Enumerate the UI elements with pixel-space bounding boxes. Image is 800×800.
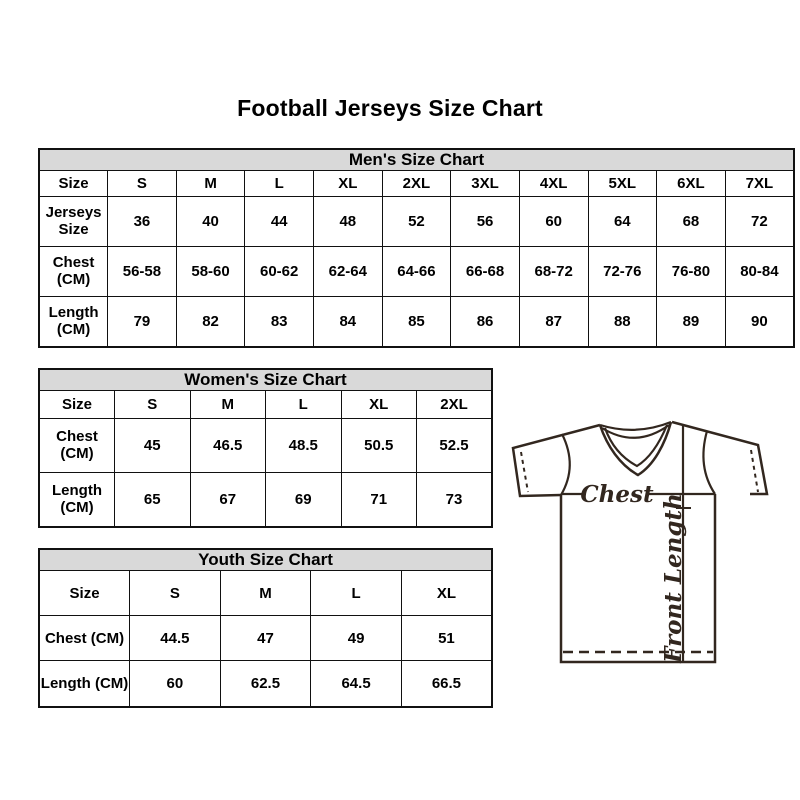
- table-row: [39, 196, 794, 246]
- cell-value: 4XL: [519, 171, 588, 197]
- cell-value: 68-72: [519, 246, 588, 296]
- table-row: [39, 418, 492, 472]
- cell-value: 89: [657, 296, 726, 347]
- cell-value: 87: [519, 296, 588, 347]
- cell-value: 71: [341, 472, 417, 527]
- womens-size-table: [38, 368, 493, 528]
- cell-value: 36: [108, 196, 177, 246]
- front-length-label: Front Length: [660, 493, 687, 663]
- row-label: Length (CM): [39, 472, 115, 527]
- cell-value: 64-66: [382, 246, 451, 296]
- cell-value: S: [108, 171, 177, 197]
- cell-value: 49: [311, 616, 402, 661]
- cell-value: 66-68: [451, 246, 520, 296]
- row-label: Size: [39, 171, 108, 197]
- cell-value: 62-64: [314, 246, 383, 296]
- cell-value: 46.5: [190, 418, 266, 472]
- cell-value: 48: [314, 196, 383, 246]
- youth-size-table-grid: [38, 548, 493, 708]
- cell-value: 2XL: [382, 171, 451, 197]
- youth-size-table: [38, 548, 493, 708]
- cell-value: XL: [341, 391, 417, 419]
- cell-value: 58-60: [176, 246, 245, 296]
- cell-value: S: [115, 391, 191, 419]
- cell-value: 80-84: [725, 246, 794, 296]
- row-label: Size: [39, 571, 130, 616]
- cell-value: 83: [245, 296, 314, 347]
- cell-value: XL: [401, 571, 492, 616]
- table-row: [39, 171, 794, 197]
- table-row: [39, 246, 794, 296]
- cell-value: 73: [417, 472, 493, 527]
- cell-value: 79: [108, 296, 177, 347]
- cell-value: 3XL: [451, 171, 520, 197]
- table-row: [39, 296, 794, 347]
- cell-value: 48.5: [266, 418, 342, 472]
- cell-value: 6XL: [657, 171, 726, 197]
- cell-value: 40: [176, 196, 245, 246]
- cell-value: L: [245, 171, 314, 197]
- table-header-row: [39, 549, 492, 571]
- jersey-body: [561, 494, 715, 662]
- cell-value: 56: [451, 196, 520, 246]
- cell-value: 76-80: [657, 246, 726, 296]
- cell-value: 64: [588, 196, 657, 246]
- cell-value: 52.5: [417, 418, 493, 472]
- row-label: Jerseys Size: [39, 196, 108, 246]
- cell-value: 85: [382, 296, 451, 347]
- cell-value: 60: [130, 661, 221, 707]
- cell-value: 45: [115, 418, 191, 472]
- youth-table-title: Youth Size Chart: [39, 549, 492, 571]
- row-label: Chest (CM): [39, 418, 115, 472]
- table-row: [39, 661, 492, 707]
- jersey-right-armpit-seam: [703, 431, 715, 494]
- mens-table-title: Men's Size Chart: [39, 149, 794, 171]
- womens-size-table-grid: [38, 368, 493, 528]
- jersey-left-cuff-stitch: [521, 452, 528, 492]
- cell-value: M: [220, 571, 311, 616]
- cell-value: 51: [401, 616, 492, 661]
- row-label: Chest (CM): [39, 246, 108, 296]
- cell-value: 52: [382, 196, 451, 246]
- cell-value: 60: [519, 196, 588, 246]
- cell-value: 67: [190, 472, 266, 527]
- mens-size-table: [38, 148, 795, 348]
- row-label: Size: [39, 391, 115, 419]
- cell-value: 2XL: [417, 391, 493, 419]
- jersey-outline: [513, 422, 767, 662]
- cell-value: 82: [176, 296, 245, 347]
- cell-value: 64.5: [311, 661, 402, 707]
- table-header-row: [39, 369, 492, 391]
- row-label: Length (CM): [39, 296, 108, 347]
- table-row: [39, 571, 492, 616]
- table-row: [39, 472, 492, 527]
- cell-value: 72-76: [588, 246, 657, 296]
- jersey-right-cuff-stitch: [751, 450, 758, 492]
- cell-value: 88: [588, 296, 657, 347]
- table-row: [39, 391, 492, 419]
- cell-value: M: [190, 391, 266, 419]
- womens-table-title: Women's Size Chart: [39, 369, 492, 391]
- mens-size-table-grid: [38, 148, 795, 348]
- cell-value: 50.5: [341, 418, 417, 472]
- cell-value: 47: [220, 616, 311, 661]
- page-title: Football Jerseys Size Chart: [237, 95, 543, 121]
- table-row: [39, 616, 492, 661]
- cell-value: 69: [266, 472, 342, 527]
- cell-value: 7XL: [725, 171, 794, 197]
- cell-value: M: [176, 171, 245, 197]
- measurement-guides: [561, 424, 715, 664]
- cell-value: 44: [245, 196, 314, 246]
- cell-value: S: [130, 571, 221, 616]
- row-label: Chest (CM): [39, 616, 130, 661]
- cell-value: 5XL: [588, 171, 657, 197]
- chest-label: Chest: [580, 481, 654, 508]
- cell-value: 60-62: [245, 246, 314, 296]
- cell-value: 72: [725, 196, 794, 246]
- jersey-left-armpit-seam: [561, 434, 570, 495]
- row-label: Length (CM): [39, 661, 130, 707]
- cell-value: 62.5: [220, 661, 311, 707]
- table-header-row: [39, 149, 794, 171]
- cell-value: 56-58: [108, 246, 177, 296]
- cell-value: 66.5: [401, 661, 492, 707]
- jersey-measurement-diagram: [498, 404, 790, 694]
- cell-value: L: [266, 391, 342, 419]
- cell-value: 65: [115, 472, 191, 527]
- cell-value: 44.5: [130, 616, 221, 661]
- cell-value: 86: [451, 296, 520, 347]
- cell-value: 90: [725, 296, 794, 347]
- cell-value: L: [311, 571, 402, 616]
- cell-value: 68: [657, 196, 726, 246]
- cell-value: XL: [314, 171, 383, 197]
- cell-value: 84: [314, 296, 383, 347]
- jersey-collar-back-arc-outer: [600, 422, 671, 430]
